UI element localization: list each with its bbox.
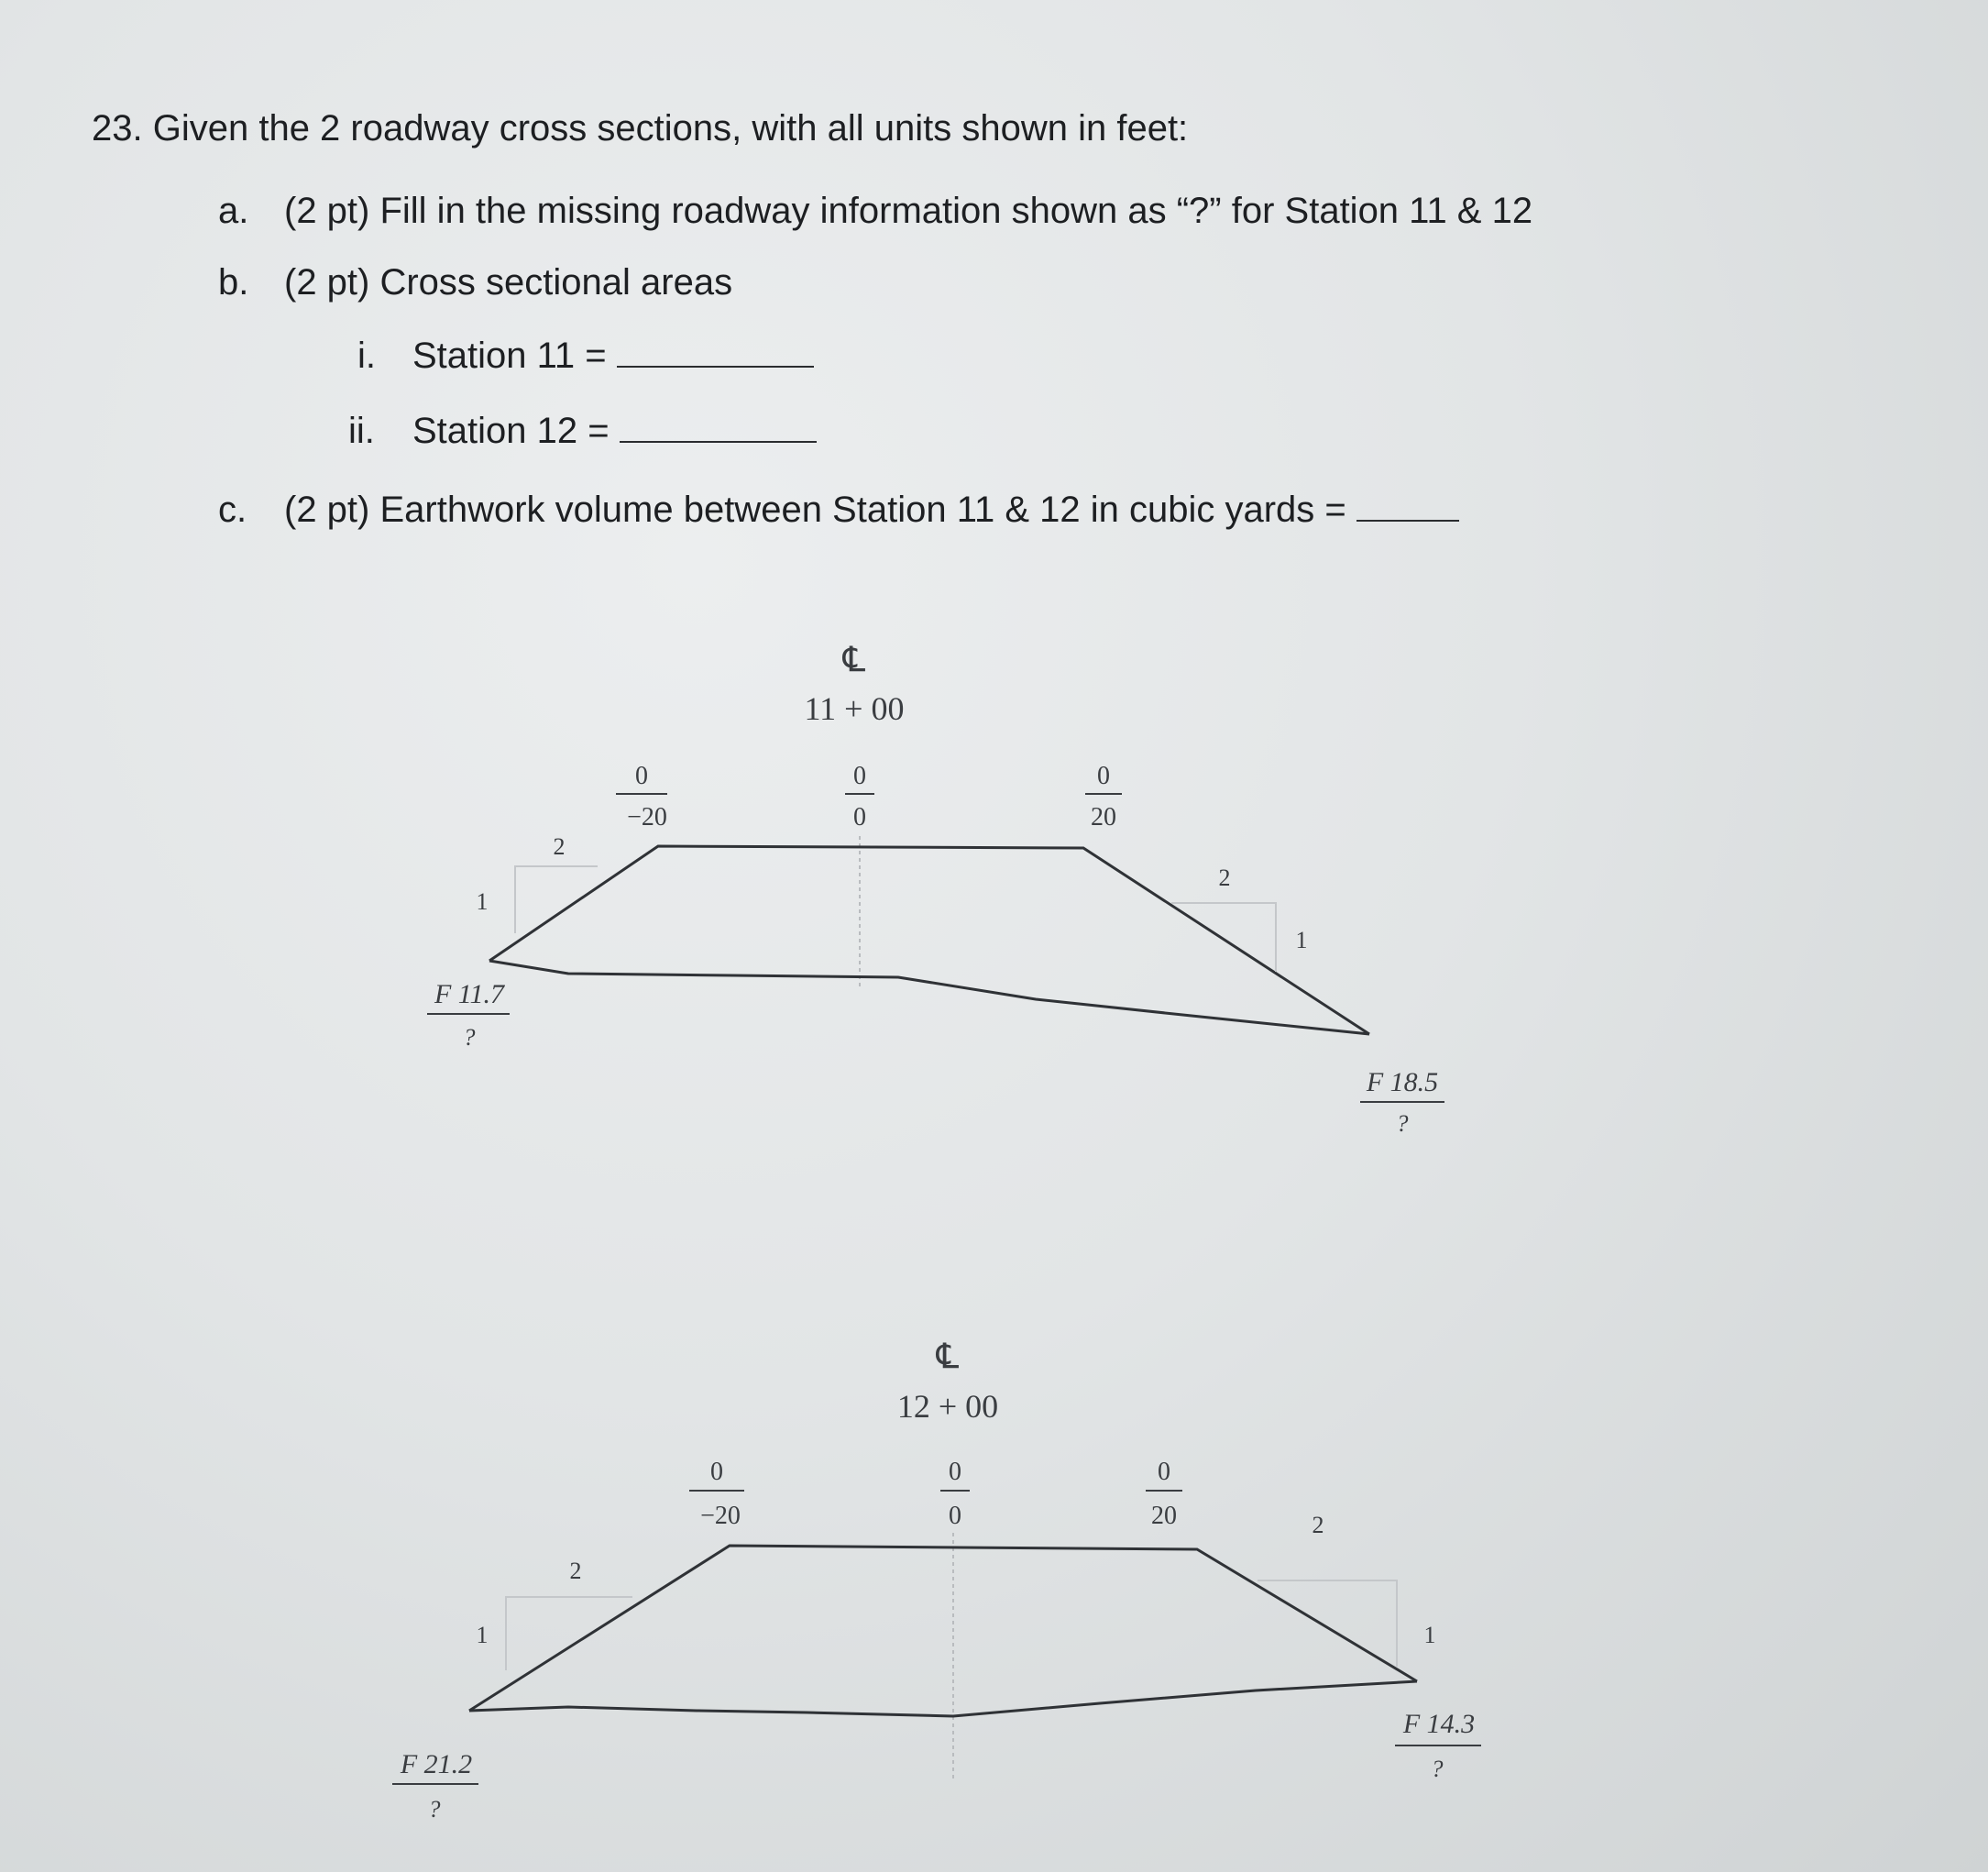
roadway-template <box>489 846 1369 1034</box>
right-catch-offset: ? <box>1431 1756 1444 1782</box>
station-12-section <box>392 1338 1481 1822</box>
station-11-section <box>427 641 1444 1137</box>
offset-label-top: 0 <box>635 762 648 790</box>
slope-run-label: 2 <box>1312 1512 1324 1538</box>
slope-rise-label: 1 <box>1423 1622 1436 1648</box>
left-catch-fill: F 21.2 <box>400 1749 473 1779</box>
station-label: 11 + 00 <box>804 690 905 727</box>
centerline-label-bottom: 0 <box>949 1502 961 1530</box>
offset-label-bottom: −20 <box>627 803 667 831</box>
offset-label-top: 0 <box>1158 1458 1170 1486</box>
offset-label-top: 0 <box>710 1458 723 1486</box>
ground-line <box>469 1681 1417 1716</box>
slope-rise-label: 1 <box>476 1622 489 1648</box>
part-b-text: (2 pt) Cross sectional areas <box>284 262 733 303</box>
subpart-ii-text: Station 12 = <box>412 411 610 451</box>
slope-rise-label: 1 <box>1295 927 1308 953</box>
left-catch-fill: F 11.7 <box>434 979 505 1009</box>
centerline-label-top: 0 <box>949 1458 961 1486</box>
offset-label-bottom: −20 <box>700 1502 741 1530</box>
slope-triangle <box>515 866 598 933</box>
part-c-text: (2 pt) Earthwork volume between Station 11 & 12 in cubic yards = <box>284 490 1346 530</box>
left-catch-offset: ? <box>463 1024 476 1051</box>
offset-label-top: 0 <box>1097 762 1110 790</box>
roadway-template <box>469 1546 1417 1711</box>
slope-run-label: 2 <box>553 833 566 860</box>
part-a-marker: a. <box>218 191 249 231</box>
slope-triangle <box>506 1597 632 1670</box>
centerline-symbol: ℄ <box>936 1338 960 1376</box>
ground-line <box>489 961 1369 1034</box>
right-catch-offset: ? <box>1396 1110 1409 1137</box>
offset-label-bottom: 20 <box>1151 1502 1177 1530</box>
slope-rise-label: 1 <box>476 888 489 915</box>
question-stem-text: Given the 2 roadway cross sections, with all units shown in feet: <box>152 108 1189 149</box>
slope-run-label: 2 <box>569 1558 582 1584</box>
right-catch-fill: F 14.3 <box>1402 1709 1476 1739</box>
question-number: 23. <box>92 108 143 149</box>
part-a-text: (2 pt) Fill in the missing roadway information shown as “?” for Station 11 & 12 <box>284 191 1533 231</box>
left-catch-offset: ? <box>428 1796 441 1822</box>
subpart-i-text: Station 11 = <box>412 336 607 376</box>
station-label: 12 + 00 <box>896 1388 999 1425</box>
slope-triangle <box>1258 1580 1397 1667</box>
centerline-label-top: 0 <box>853 762 866 790</box>
offset-label-bottom: 20 <box>1091 803 1116 831</box>
centerline-symbol: ℄ <box>842 641 866 679</box>
part-b-marker: b. <box>218 262 249 303</box>
right-catch-fill: F 18.5 <box>1366 1067 1439 1097</box>
part-c-marker: c. <box>218 490 247 530</box>
centerline-label-bottom: 0 <box>853 803 866 831</box>
subpart-i-marker: i. <box>357 336 376 376</box>
slope-run-label: 2 <box>1218 864 1231 891</box>
subpart-ii-marker: ii. <box>348 411 375 451</box>
